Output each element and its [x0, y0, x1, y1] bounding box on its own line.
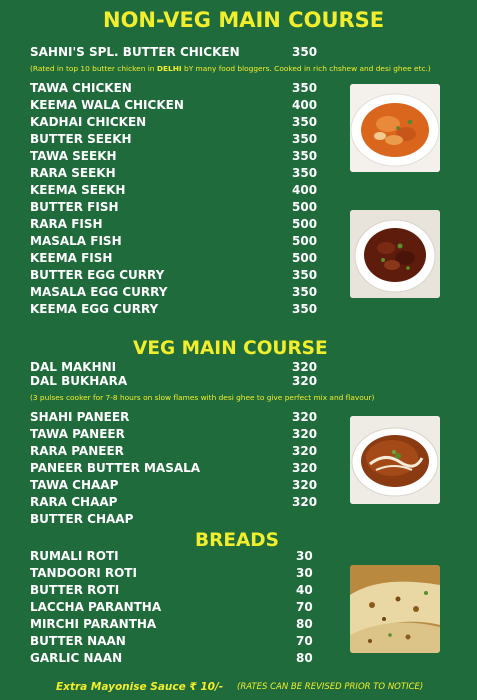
- item-name: RARA FISH: [30, 217, 103, 231]
- menu-item: [0, 98, 330, 115]
- menu-item: [0, 566, 330, 583]
- item-price: 350: [292, 149, 318, 163]
- menu-item: [0, 217, 330, 234]
- item-name: BUTTER SEEKH: [30, 132, 132, 146]
- menu-item: [0, 478, 330, 495]
- menu-item: [0, 617, 330, 634]
- butter-chicken-photo: [350, 84, 440, 172]
- item-price: 350: [292, 45, 318, 59]
- menu-item: [0, 512, 330, 529]
- item-name: RUMALI ROTI: [30, 549, 119, 563]
- dal-makhni-photo: [350, 416, 440, 504]
- item-price: 500: [292, 234, 318, 248]
- menu-item: [0, 427, 330, 444]
- item-price: 350: [292, 81, 318, 95]
- note-text: (Rated in top 10 butter chicken in: [30, 64, 157, 73]
- item-price: 320: [292, 478, 318, 492]
- item-price: 320: [292, 374, 318, 388]
- nonveg-title: NON-VEG MAIN COURSE: [103, 8, 385, 32]
- menu-item: [0, 183, 330, 200]
- note-bold: DELHI: [156, 64, 182, 73]
- item-price: 320: [292, 410, 318, 424]
- item-price: 70: [296, 600, 313, 614]
- menu-item: [0, 374, 330, 391]
- item-name: TAWA PANEER: [30, 427, 125, 441]
- item-price: 400: [292, 98, 318, 112]
- menu-item: [0, 583, 330, 600]
- item-price: 350: [292, 285, 318, 299]
- veg-title: VEG MAIN COURSE: [133, 338, 328, 359]
- menu-item: [0, 461, 330, 478]
- item-name: RARA CHAAP: [30, 495, 118, 509]
- item-price: 30: [296, 566, 313, 580]
- item-price: 80: [296, 617, 313, 631]
- item-name: BUTTER ROTI: [30, 583, 120, 597]
- item-name: SAHNI'S SPL. BUTTER CHICKEN: [30, 45, 240, 59]
- item-price: 80: [296, 651, 313, 665]
- item-price: 30: [296, 549, 313, 563]
- item-price: 320: [292, 360, 318, 374]
- item-name: BUTTER EGG CURRY: [30, 268, 165, 282]
- item-price: 350: [292, 268, 318, 282]
- menu-item: [0, 600, 330, 617]
- menu-item: [0, 81, 330, 98]
- item-price: 400: [292, 183, 318, 197]
- sauce-note: Extra Mayonise Sauce ₹ 10/-: [56, 681, 224, 693]
- item-name: KEEMA SEEKH: [30, 183, 126, 197]
- menu-item: [0, 149, 330, 166]
- item-price: 40: [296, 583, 313, 597]
- item-name: TAWA CHAAP: [30, 478, 119, 492]
- menu-item: [0, 132, 330, 149]
- menu-item: [0, 45, 330, 62]
- menu-item: [0, 234, 330, 251]
- menu-item: [0, 651, 330, 668]
- item-name: KEEMA WALA CHICKEN: [30, 98, 184, 112]
- item-name: MASALA EGG CURRY: [30, 285, 168, 299]
- menu-item: [0, 495, 330, 512]
- item-name: TANDOORI ROTI: [30, 566, 137, 580]
- menu-item: [0, 634, 330, 651]
- item-name: MIRCHI PARANTHA: [30, 617, 157, 631]
- menu-item: [0, 268, 330, 285]
- item-name: DAL MAKHNI: [30, 360, 117, 374]
- menu-item: [0, 200, 330, 217]
- item-price: 350: [292, 115, 318, 129]
- nonveg-note: [30, 64, 431, 73]
- item-price: 320: [292, 495, 318, 509]
- item-price: 320: [292, 461, 318, 475]
- keema-curry-photo: [350, 210, 440, 298]
- item-price: 350: [292, 166, 318, 180]
- item-name: BUTTER FISH: [30, 200, 119, 214]
- menu-item: [0, 410, 330, 427]
- item-price: 320: [292, 444, 318, 458]
- menu-item: [0, 166, 330, 183]
- item-name: RARA SEEKH: [30, 166, 116, 180]
- naan-photo: [350, 565, 440, 653]
- item-name: BUTTER CHAAP: [30, 512, 134, 526]
- rates-disclaimer: (RATES CAN BE REVISED PRIOR TO NOTICE): [237, 682, 424, 692]
- menu-item: [0, 251, 330, 268]
- item-name: RARA PANEER: [30, 444, 124, 458]
- item-name: KEEMA FISH: [30, 251, 113, 265]
- menu-item: [0, 549, 330, 566]
- item-name: TAWA CHICKEN: [30, 81, 132, 95]
- item-price: 350: [292, 302, 318, 316]
- item-price: 500: [292, 251, 318, 265]
- item-price: 500: [292, 200, 318, 214]
- menu-item: [0, 302, 330, 319]
- item-name: KADHAI CHICKEN: [30, 115, 147, 129]
- item-name: KEEMA EGG CURRY: [30, 302, 159, 316]
- menu-item: [0, 444, 330, 461]
- item-name: GARLIC NAAN: [30, 651, 123, 665]
- item-name: SHAHI PANEER: [30, 410, 130, 424]
- menu-item: [0, 285, 330, 302]
- item-price: 500: [292, 217, 318, 231]
- item-name: DAL BUKHARA: [30, 374, 128, 388]
- item-name: LACCHA PARANTHA: [30, 600, 162, 614]
- item-price: 320: [292, 427, 318, 441]
- item-name: TAWA SEEKH: [30, 149, 117, 163]
- footer: [0, 677, 477, 700]
- breads-title: BREADS: [195, 530, 279, 551]
- menu-item: [0, 115, 330, 132]
- veg-note: (3 pulses cooker for 7-8 hours on slow flames with desi ghee to give perfect mix and flavour): [30, 393, 375, 402]
- item-price: 350: [292, 132, 318, 146]
- item-name: MASALA FISH: [30, 234, 122, 248]
- note-text: bY many food bloggers. Cooked in rich chshew and desi ghee etc.): [181, 64, 431, 73]
- item-name: BUTTER NAAN: [30, 634, 126, 648]
- item-price: 70: [296, 634, 313, 648]
- item-name: PANEER BUTTER MASALA: [30, 461, 201, 475]
